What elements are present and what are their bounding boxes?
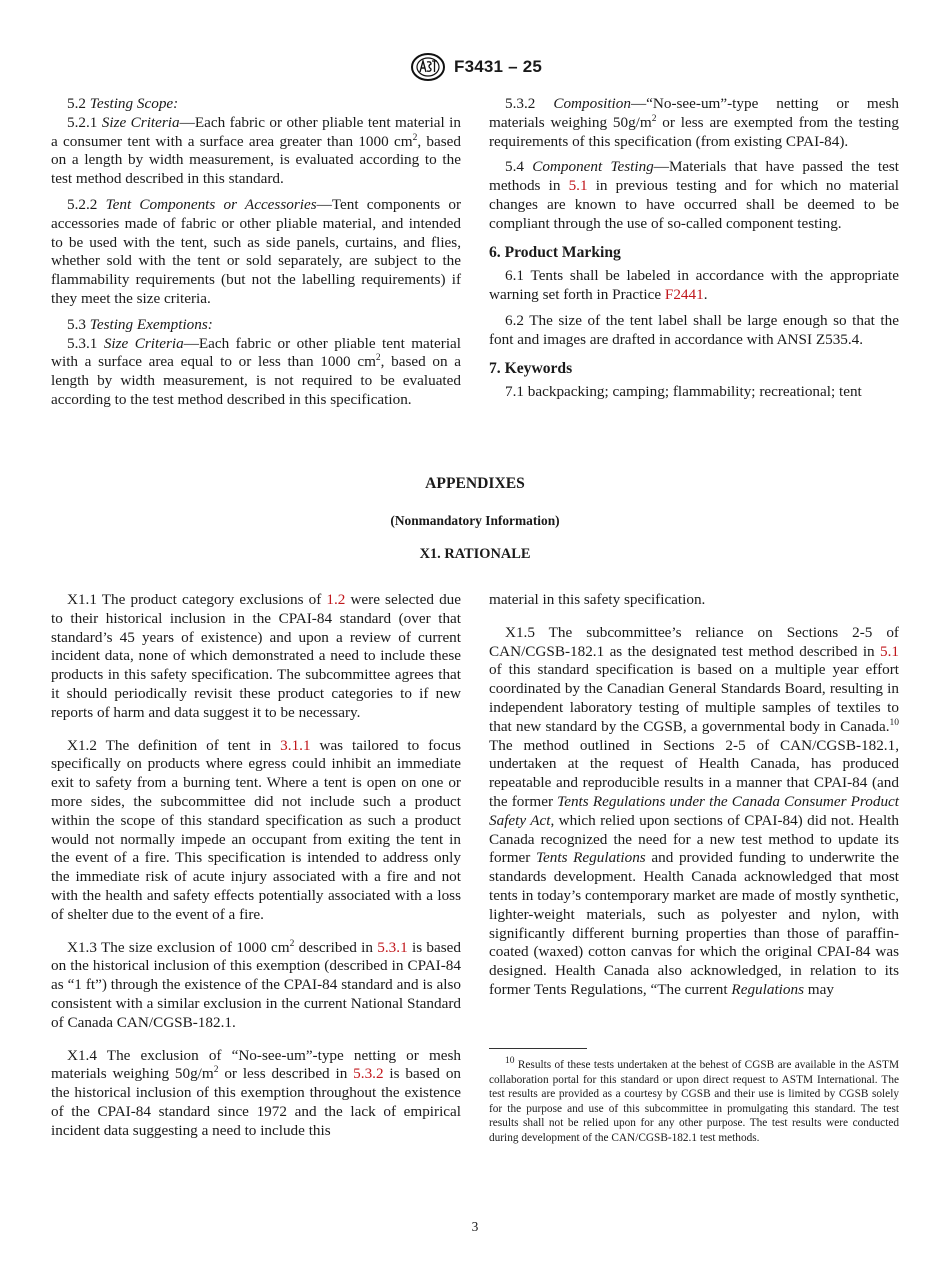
para-x1-5: X1.5 The subcommittee’s reliance on Sections 2-5 of CAN/CGSB-182.1 as the designated test method described in 5.1 of this standard specification is based on a multiple year effort coordinated by the Canadian General Standards Board, resulting in independent laboratory testing of multiple samples of textiles to that new standard by the CGSB, a governmental body in Canada.$^{10}$ The method outlined in Sections 2-5 of CAN/CGSB-182.1, undertaken at the request of Health Canada, has produced repeatable and reproducible results in a manner that CPAI-84 (and the former Tents Regulations under the Canada Consumer Product Safety Act, which relied upon sections of CPAI-84) did not. Health Canada recognized the need for a new test method to update its former Tents Regulations and provided funding to underwrite the standards development. Health Canada acknowledged that most tents in today’s contemporary market are made of mostly synthetic, lighter-weight materials, such as polyester and nylon, with significantly different burning properties than those of paraffin-coated (waxed) cotton canvas for which the original CPAI-84 was designed. Health Canada also acknowledged, in relation to its former Tents Regulations, “The current Regulations may (489, 623, 900, 998)
section-5-3-2: 5.3.2 Composition—“No-see-um”-type netting or mesh materials weighing $50g/m^2$ or less are exempted from the testing requirements of this specification (from existing CPAI-84). (489, 95, 899, 150)
ref-link-5-3-2[interactable]: 5.3.2 (353, 1065, 384, 1083)
appendix-section-title: X1. RATIONALE (419, 546, 531, 562)
appendixes-subtitle: (Nonmandatory Information) (390, 513, 560, 528)
ref-link-f2441[interactable]: F2441 (664, 286, 704, 304)
section-6-2: 6.2 The size of the tent label shall be large enough so that the font and images are drafted in accordance with ANSI Z535.4. (489, 311, 899, 348)
section-7-1: 7.1 backpacking; camping; flammability; recreational; tent (505, 383, 862, 401)
footnote-10: $^{10}$ Results of these tests undertaken at the behest of CGSB are available in the ASTM collaboration portal for this standard or upon direct request to ASTM International. The test results are provided as a courtesy by CGSB and their use is limited by CGSB solely for the purpose and use of this subcommittee in promulgating this standard. The test results shall not be relied upon for any other purpose. The test results were conducted during development of the CAN/CGSB-182.1 test methods. (489, 1056, 899, 1144)
section-5-2: 5.2 Testing Scope: (67, 95, 179, 112)
para-x1-4-continued: material in this safety specification. (489, 591, 706, 608)
para-x1-1: X1.1 The product category exclusions of 1.2 were selected due to their historical inclusion in the CPAI-84 standard (over that standard’s 45 years of existence) and upon a review of current incident data, none of which demonstrated a need to include these products in this safety specification. The subcommittee agrees that it should periodically revisit these product categories to if new reports of harm and data suggest it to be necessary. (51, 591, 461, 721)
right-column-bottom (489, 591, 899, 1014)
section-5-3: 5.3 Testing Exemptions: (67, 315, 213, 333)
para-x1-2: X1.2 The definition of tent in 3.1.1 was tailored to focus specifically on products where egress could inhibit an immediate exit to safety from a burning tent. Where a tent is open on one or more sides, the subcommittee did not include such a product within the scope of this standard specification as such a product would not normally impede an occupant from exiting the tent in the event of a fire. This specification is intended to address only the immediate risk of acute injury associated with a fire and not with the health and safety effects potentially associated with a loss of shelter due to the event of a fire. (51, 736, 461, 923)
ref-link-5-1-b[interactable]: 5.1 (880, 642, 899, 660)
appendixes-title: APPENDIXES (425, 475, 525, 492)
para-x1-4: X1.4 The exclusion of “No-see-um”-type netting or mesh materials weighing $50g/m^2$ or less described in 5.3.2 is based on the historical inclusion of this exemption throughout the existence of the CPAI-84 standard since 1972 and the lack of empirical incident data suggesting a need to include this (51, 1046, 462, 1139)
section-5-4: 5.4 Component Testing—Materials that have passed the test methods in 5.1 in previous testing and for which no material changes are known to have occurred shall be deemed to be compliant through the use of so-called component testing. (489, 158, 900, 232)
ref-link-5-3-1[interactable]: 5.3.1 (377, 938, 408, 956)
heading-keywords: 7. Keywords (489, 359, 573, 377)
page-header (0, 52, 950, 82)
left-column-top (51, 95, 461, 417)
section-6-1: 6.1 Tents shall be labeled in accordance with the appropriate warning set forth in Practice F2441. (489, 267, 899, 304)
heading-product-marking: 6. Product Marking (489, 243, 621, 261)
section-5-3-1: 5.3.1 Size Criteria—Each fabric or other pliable tent material with a surface area equal to or less than 1000 $cm^2$, based on a length by width measurement, is not required to be evaluated according to the test method described in this specification. (51, 334, 462, 408)
section-5-2-2: 5.2.2 Tent Components or Accessories—Tent components or accessories made of fabric or other pliable material, and intended to be used with the tent, such as side panels, curtains, and flies, whether sold with the tent or sold separately, are subject to the flammability requirements (but not the labelling requirements) if they meet the size criteria. (51, 195, 462, 307)
para-x1-3: X1.3 The size exclusion of 1000 $cm^2$ described in 5.3.1 is based on the historical inclusion of this exemption (described in CPAI-84 as “1 ft”) through the existence of the CPAI-84 standard and is also consistent with a similar exclusion in the current National Standard of Canada CAN/CGSB-182.1. (51, 938, 461, 1031)
section-5-2-1: 5.2.1 Size Criteria—Each fabric or other pliable tent material in a consumer tent with a surface area greater than 1000 $cm^2$, based on a length by width measurement, is evaluated according to the test method described in this standard. (51, 113, 461, 188)
astm-logo-icon (410, 52, 446, 82)
left-column-bottom (51, 591, 461, 1155)
right-column-top (489, 95, 899, 409)
standard-designation: F3431 – 25 (454, 57, 543, 76)
ref-link-3-1-1[interactable]: 3.1.1 (280, 736, 311, 754)
footnote-divider (489, 1048, 587, 1049)
ref-link-1-2[interactable]: 1.2 (326, 591, 346, 608)
footnote-marker-10: 10 (889, 717, 899, 728)
ref-link-5-1[interactable]: 5.1 (568, 177, 588, 195)
page-number: 3 (471, 1219, 479, 1234)
